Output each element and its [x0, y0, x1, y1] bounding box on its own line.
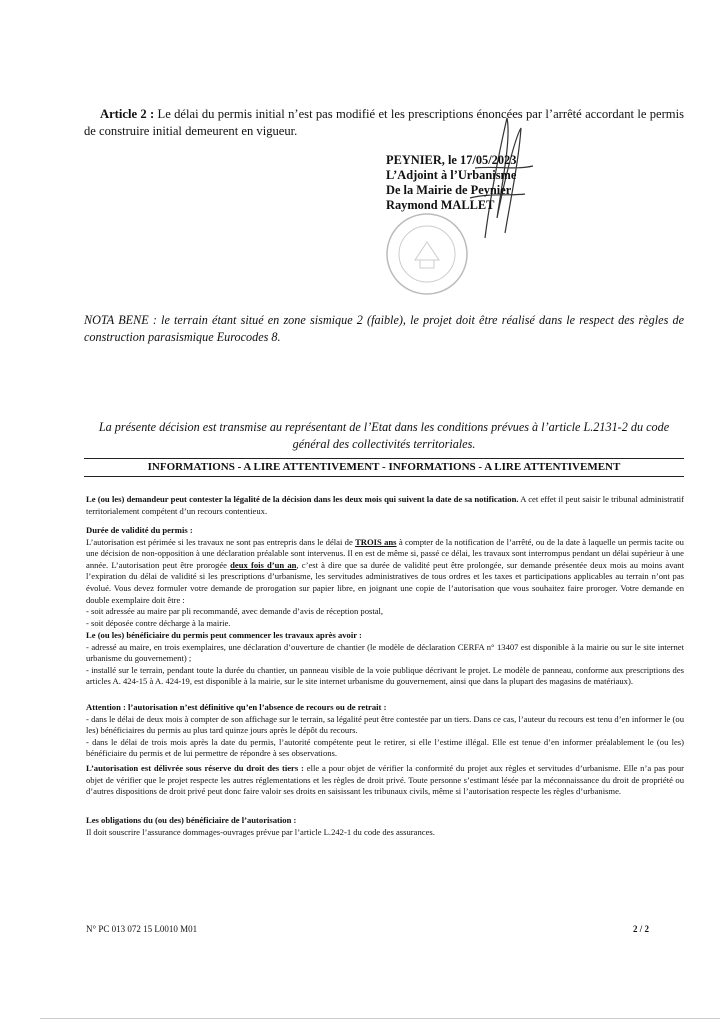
validity-bullet-1: - soit adressée au maire par pli recommandé, avec demande d’avis de réception postal,	[86, 606, 384, 617]
obligations-text: Il doit souscrire l’assurance dommages-ouvrages prévue par l’article L.242-1 du code des assurances.	[86, 826, 435, 837]
signature-place-date: PEYNIER, le 17/05/2023	[386, 153, 517, 167]
divider-top	[84, 458, 684, 459]
validity-title: Durée de validité du permis :	[86, 525, 193, 535]
signature-name: Raymond MALLET	[386, 198, 495, 212]
article-2-text: Le délai du permis initial n’est pas modifié et les prescriptions énoncées par l’arrêté accordant le permis de construire initial demeurent en vigueur.	[84, 107, 684, 138]
tiers-bold: L’autorisation est délivrée sous réserve du droit des tiers :	[86, 763, 304, 773]
validity-paragraph	[86, 537, 684, 607]
contest-rest: A cet effet il peut saisir le tribunal administratif territorialement compétent d’un recours contentieux.	[86, 494, 685, 516]
nota-bene: NOTA BENE : le terrain étant situé en zone sismique 2 (faible), le projet doit être réalisé dans le respect des règles de construction parasismique Eurocodes 8.	[84, 313, 684, 344]
attention-title: Attention : l’autorisation n’est définitive qu’en l’absence de recours ou de retrait :	[86, 702, 387, 712]
works-bullet-1: - adressé au maire, en trois exemplaires, une déclaration d’ouverture de chantier (le modèle de déclaration CERFA n° 13407 est disponible à la mairie ou sur le site internet urbanisme du gouvernement) ;	[86, 641, 684, 664]
contest-bold: Le (ou les) demandeur peut contester la légalité de la décision dans les deux mois qui suivent la date de sa notification.	[86, 494, 519, 504]
signature-institution: De la Mairie de Peynier	[386, 183, 512, 197]
validity-section	[86, 525, 684, 629]
attention-bullet-2: - dans le délai de trois mois après la date du permis, l’autorité compétente peut le retirer, si elle l’estime illégal. Elle est tenue d’en informer préalablement le (ou les) bénéficiaire du permis et de lui permettre de répondre à ses observations.	[86, 736, 684, 759]
signature-title: L’Adjoint à l’Urbanisme	[386, 168, 517, 182]
attention-bullet-1: - dans le délai de deux mois à compter de son affichage sur le terrain, sa légalité peut être contestée par un tiers. Dans ce cas, l’auteur du recours est tenu d’en informer le (ou les) bénéficiaires du permis au plus tard quinze jours après le dépôt du recours.	[86, 713, 684, 736]
obligations-section	[86, 815, 684, 838]
tiers-section	[86, 763, 684, 798]
works-title: Le (ou les) bénéficiaire du permis peut commencer les travaux après avoir :	[86, 630, 362, 640]
obligations-title: Les obligations du (ou des) bénéficiaire de l’autorisation :	[86, 815, 297, 825]
validity-bullet-2: - soit déposée contre décharge à la mairie.	[86, 617, 231, 628]
works-section	[86, 630, 684, 688]
contest-section	[86, 494, 684, 517]
scan-edge-line	[40, 1018, 720, 1019]
validity-text-2: à compter de la notification de l’arrêté, ou de la date à laquelle un permis tacite ou une décision de non-opposition à une déclaration préalable sont intervenus. Il en est de même si, passé ce délai, les travaux sont interrompus pendant un délai supérieur à une année. L’autorisation peut être prorogée	[86, 536, 684, 570]
permit-reference: N° PC 013 072 15 L0010 M01	[86, 924, 198, 934]
attention-section	[86, 702, 684, 760]
article-2-lead: Article 2 :	[100, 107, 155, 121]
mairie-seal-stamp	[382, 210, 472, 298]
validity-trois-ans: TROIS ans	[355, 536, 397, 547]
tiers-rest: elle a pour objet de vérifier la conformité du projet aux règles et servitudes d’urbanisme. Elle n’a pas pour objet de vérifier que le projet respecte les autres réglementations et les règles de droit privé. Toute personne s’estimant lésée par la méconnaissance du droit de propriété ou d’autres dispositions de droit privé peut donc faire valoir ses droits en saisissant les tribunaux civils, même si l’autorisation respecte les règles d’urbanisme.	[86, 763, 685, 797]
works-bullet-2: - installé sur le terrain, pendant toute la durée du chantier, un panneau visible de la voie publique décrivant le projet. Le modèle de panneau, conforme aux prescriptions des articles A. 424-15 à A. 424-19, est disponible à la mairie, sur le site internet urbanisme du gouvernement, ainsi que dans la plupart des magasins de matériaux).	[86, 664, 684, 687]
validity-deux-fois: deux fois d’un an	[230, 559, 297, 570]
decision-transmission-note: La présente décision est transmise au représentant de l’Etat dans les conditions prévues à l’article L.2131-2 du code général des collectivités territoriales.	[98, 420, 670, 451]
page-number: 2 / 2	[633, 924, 650, 934]
validity-text-3: , c’est à dire que sa durée de validité peut être prolongée, sur demande présentée deux mois au moins avant l’expiration du délai de validité si les prescriptions d’urbanisme, les servitudes administratives de tous ordres et les taxes et participations applicables au terrain n’ont pas évolué. Vous devez formuler votre demande de prorogation sur papier libre, en joignant une copie de l’autorisation que vous souhaitez faire proroger. Votre demande en double exemplaire doit être :	[86, 559, 684, 605]
informations-title: INFORMATIONS - A LIRE ATTENTIVEMENT - INFORMATIONS - A LIRE ATTENTIVEMENT	[147, 461, 621, 473]
signature-block	[386, 153, 516, 213]
validity-text-1: L’autorisation est périmée si les travaux ne sont pas entrepris dans le délai de	[86, 536, 356, 547]
article-2	[84, 106, 684, 140]
divider-bottom	[84, 476, 684, 477]
